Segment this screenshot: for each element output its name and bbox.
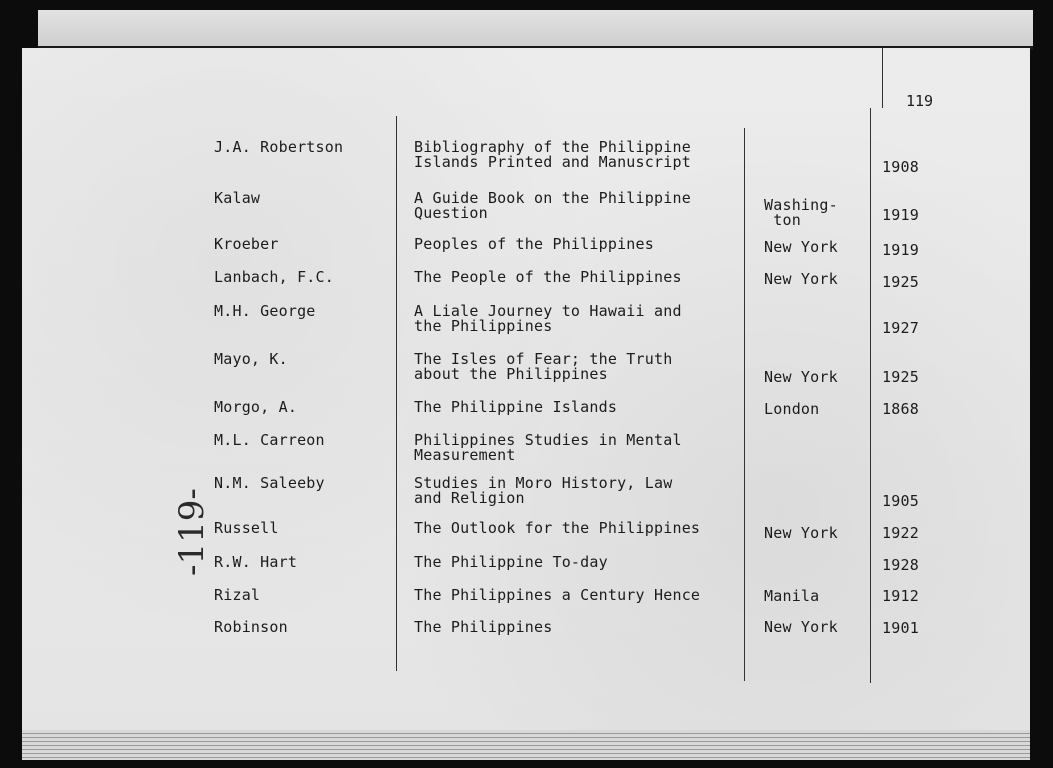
entry-title: The Philippines <box>414 618 553 636</box>
entry-author: M.L. Carreon <box>214 431 325 449</box>
entry-title: Bibliography of the Philippine Islands Printed and Manuscript <box>414 138 691 171</box>
entry-year: 1912 <box>882 587 919 605</box>
entry-year: 1919 <box>882 241 919 259</box>
entry-year: 1905 <box>882 492 919 510</box>
entry-year: 1922 <box>882 524 919 542</box>
entry-title: A Liale Journey to Hawaii and the Philippines <box>414 302 682 335</box>
entry-title: Philippines Studies in Mental Measurement <box>414 431 682 464</box>
entry-title: The Philippine Islands <box>414 398 618 416</box>
entry-title: The Outlook for the Philippines <box>414 519 701 537</box>
film-top-strip <box>38 10 1033 50</box>
entry-title: Peoples of the Philippines <box>414 235 654 253</box>
entry-title: A Guide Book on the Philippine Question <box>414 189 691 222</box>
entry-author: Mayo, K. <box>214 350 288 368</box>
entry-author: N.M. Saleeby <box>214 474 325 492</box>
entry-title: The People of the Philippines <box>414 268 682 286</box>
entry-author: Morgo, A. <box>214 398 298 416</box>
handwritten-page-note: -119- <box>172 488 212 576</box>
entry-year: 1925 <box>882 273 919 291</box>
entry-author: Lanbach, F.C. <box>214 268 334 286</box>
entry-year: 1908 <box>882 158 919 176</box>
entry-place: New York <box>764 368 838 386</box>
entry-year: 1868 <box>882 400 919 418</box>
entry-year: 1927 <box>882 319 919 337</box>
entry-title: The Isles of Fear; the Truth about the Philippines <box>414 350 673 383</box>
entry-place: Manila <box>764 587 820 605</box>
entry-place: Washing- ton <box>764 196 838 229</box>
page-number: 119 <box>906 92 934 110</box>
entry-place: New York <box>764 270 838 288</box>
entry-author: R.W. Hart <box>214 553 298 571</box>
entry-place: New York <box>764 618 838 636</box>
entry-year: 1928 <box>882 556 919 574</box>
entry-place: New York <box>764 238 838 256</box>
entry-author: J.A. Robertson <box>214 138 344 156</box>
entry-title: Studies in Moro History, Law and Religion <box>414 474 673 507</box>
entry-year: 1925 <box>882 368 919 386</box>
entry-year: 1919 <box>882 206 919 224</box>
entry-place: New York <box>764 524 838 542</box>
entry-author: Robinson <box>214 618 288 636</box>
entry-title: The Philippines a Century Hence <box>414 586 701 604</box>
entry-author: Kroeber <box>214 235 279 253</box>
column-divider-margin <box>882 48 883 108</box>
entry-author: Russell <box>214 519 279 537</box>
column-divider-place-year <box>870 108 871 683</box>
entry-author: Kalaw <box>214 189 261 207</box>
page-bottom-edge <box>22 730 1030 760</box>
entry-author: Rizal <box>214 586 261 604</box>
document-page <box>22 48 1030 760</box>
entry-author: M.H. George <box>214 302 316 320</box>
column-divider-title-place <box>744 128 745 681</box>
entry-title: The Philippine To-day <box>414 553 608 571</box>
entry-place: London <box>764 400 820 418</box>
entry-year: 1901 <box>882 619 919 637</box>
column-divider-author-title <box>396 116 397 671</box>
